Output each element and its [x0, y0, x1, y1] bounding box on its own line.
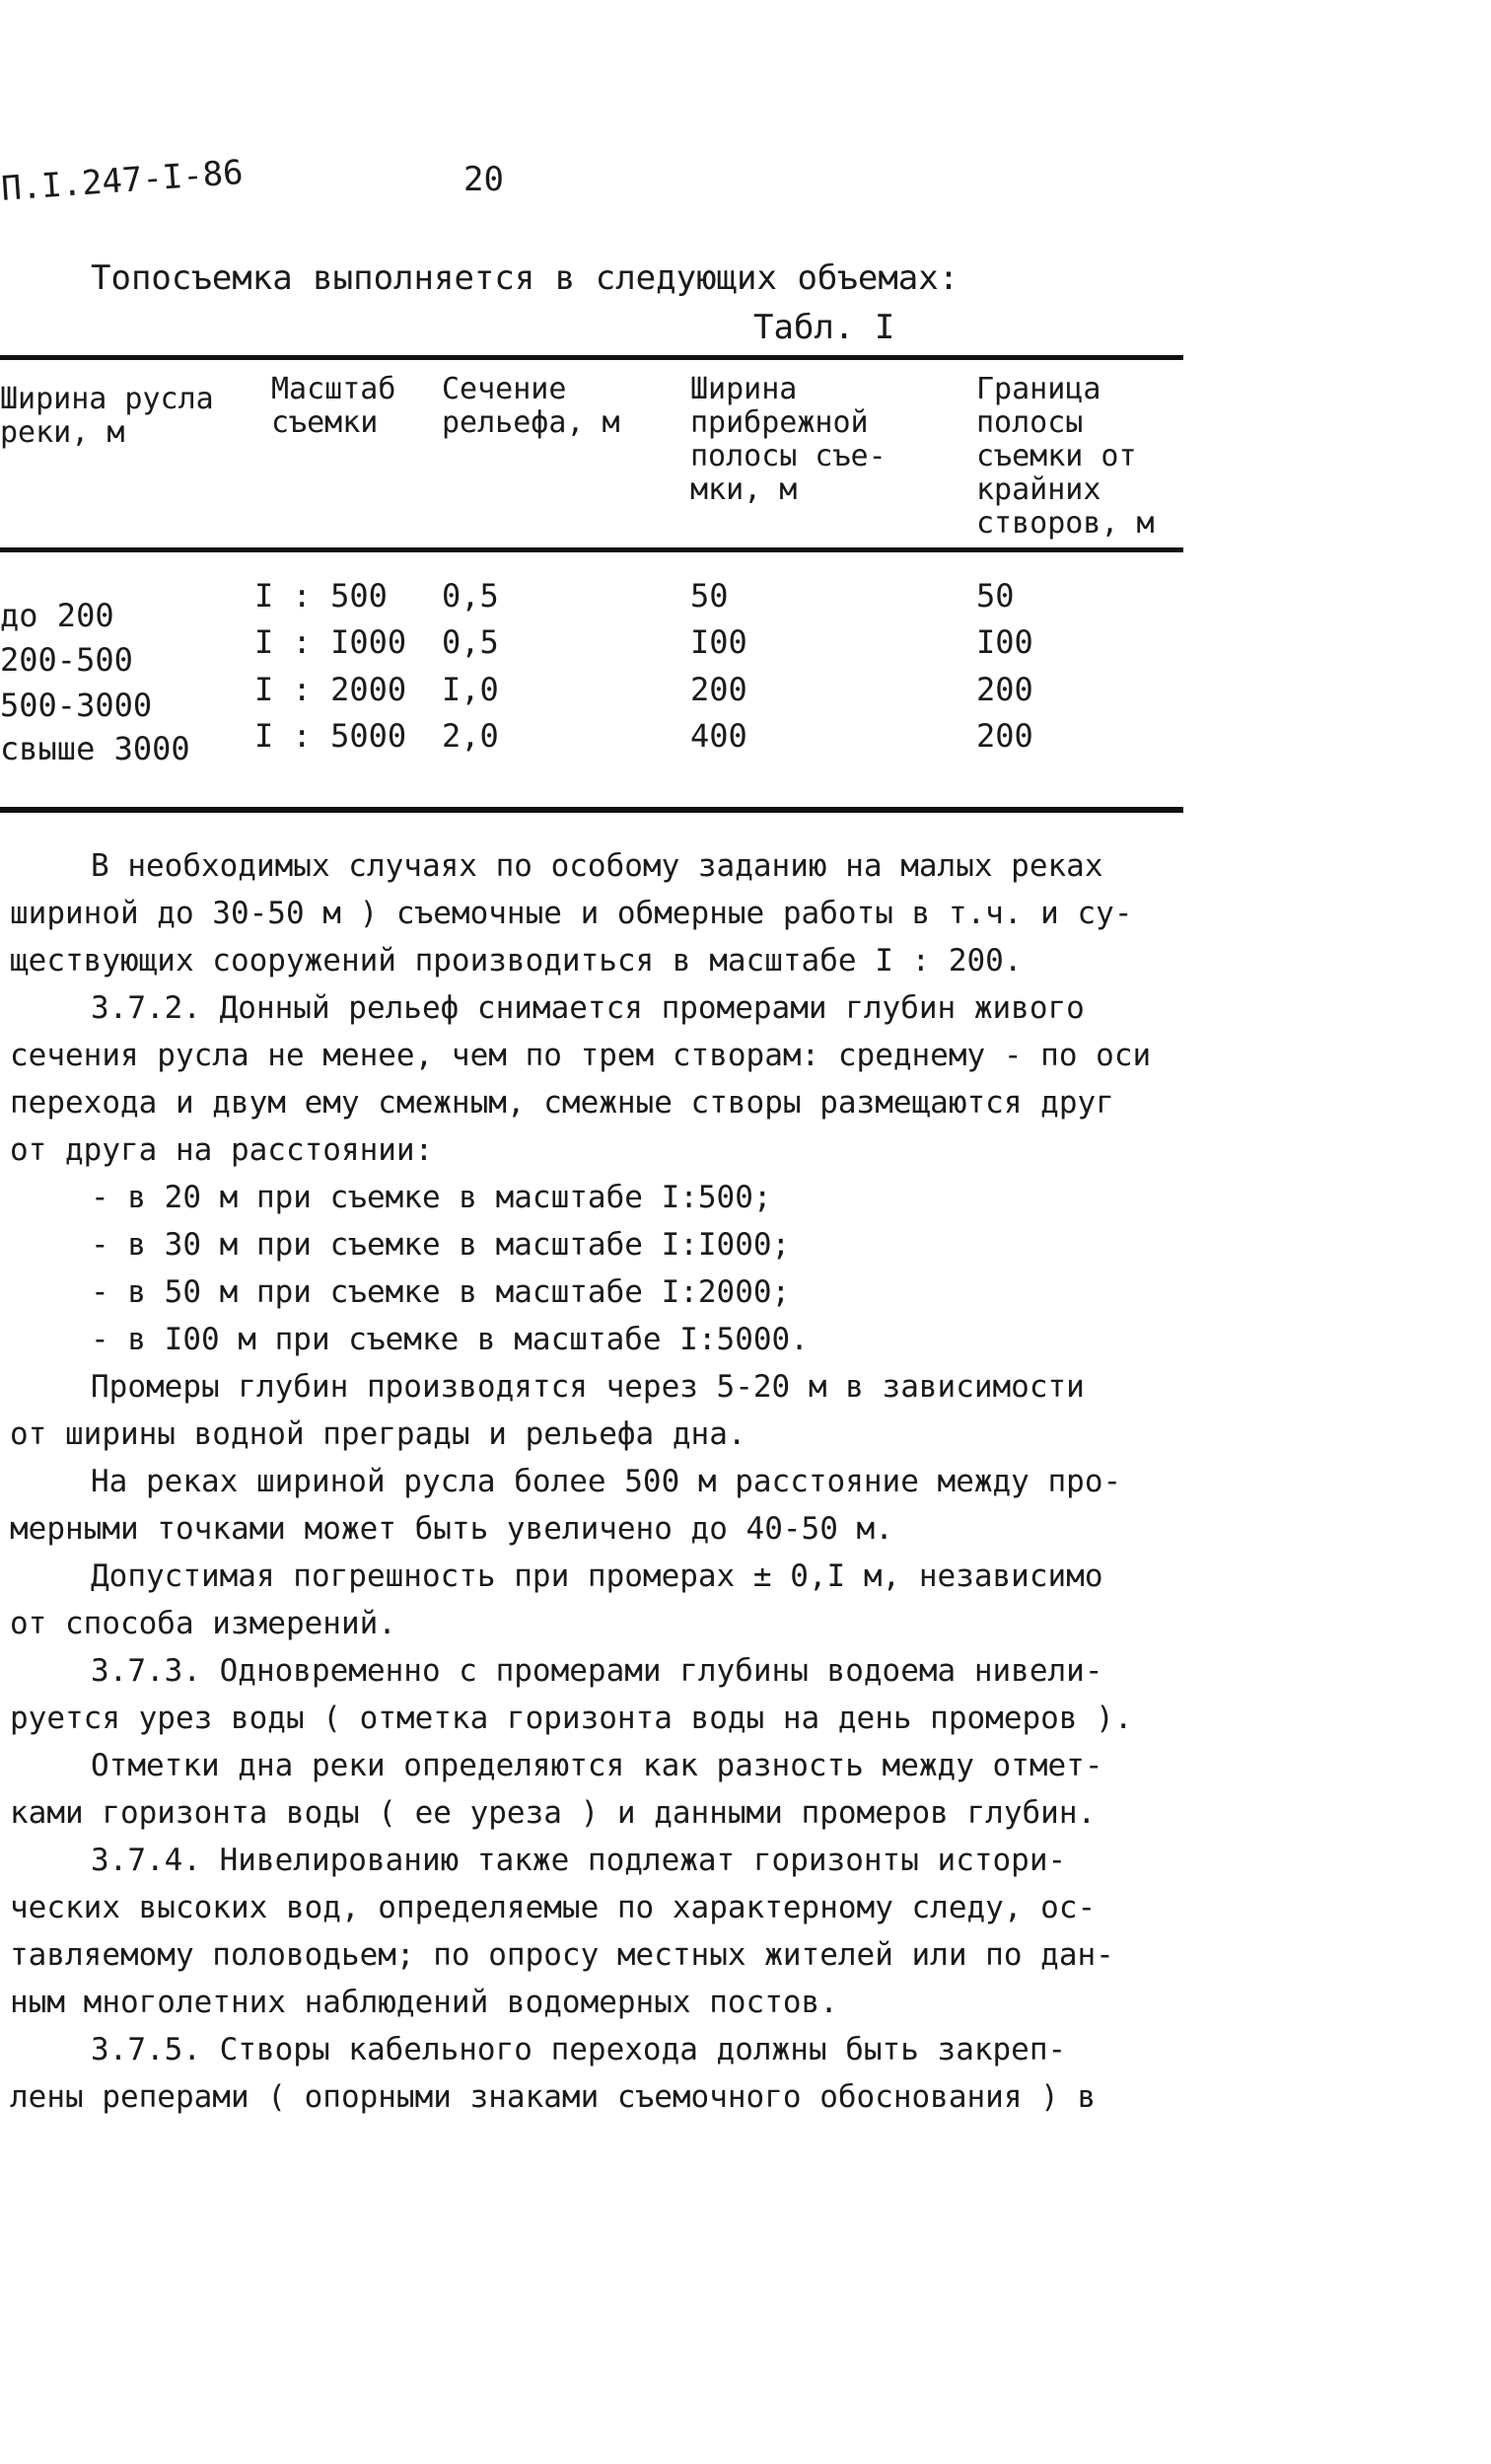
col-header-shore-strip: Ширина прибрежной полосы съе- мки, м [690, 372, 887, 507]
intro-text: Топосъемка выполняется в следующих объемах: [91, 258, 959, 298]
text-line: сечения русла не менее, чем по трем створам: среднему - по оси [10, 1038, 1152, 1073]
table-top-rule [0, 355, 1183, 360]
table-bottom-rule [0, 807, 1183, 813]
text-line: шириной до 30-50 м ) съемочные и обмерные работы в т.ч. и су- [10, 896, 1133, 931]
table-cell: 0,5 [442, 623, 499, 661]
text-line: тавляемому половодьем; по опросу местных жителей или по дан- [10, 1937, 1114, 1973]
text-line: от ширины водной преграды и рельефа дна. [10, 1416, 746, 1452]
table-cell: 400 [690, 717, 747, 755]
text-line: 3.7.5. Створы кабельного перехода должны быть закреп- [91, 2032, 1067, 2067]
table-cell: 200-500 [0, 641, 133, 679]
col-header-relief-section: Сечение рельефа, м [442, 372, 620, 440]
text-line: ками горизонта воды ( ее уреза ) и данными промеров глубин. [10, 1795, 1097, 1831]
text-line: руется урез воды ( отметка горизонта воды на день промеров ). [10, 1701, 1133, 1736]
table-header-rule [0, 547, 1183, 552]
text-line: лены реперами ( опорными знаками съемочного обоснования ) в [10, 2079, 1097, 2115]
table-cell: I00 [976, 623, 1033, 661]
table-cell: I00 [690, 623, 747, 661]
text-line: - в I00 м при съемке в масштабе I:5000. [91, 1322, 809, 1357]
table-cell: 200 [976, 671, 1033, 708]
table-cell: I,0 [442, 671, 499, 708]
document-code: П.I.247-I-86 [0, 152, 245, 209]
table-cell: 200 [976, 717, 1033, 755]
text-line: ческих высоких вод, определяемые по характерному следу, ос- [10, 1890, 1097, 1925]
table-cell: 0,5 [442, 577, 499, 615]
text-line: от друга на расстоянии: [10, 1132, 434, 1168]
text-line: ществующих сооружений производиться в масштабе I : 200. [10, 943, 1023, 978]
page-number: 20 [463, 160, 504, 199]
table-cell: I : I000 [254, 623, 407, 661]
text-line: 3.7.4. Нивелированию также подлежат горизонты истори- [91, 1843, 1067, 1878]
text-line: В необходимых случаях по особому заданию на малых реках [91, 848, 1103, 884]
text-line: На реках шириной русла более 500 м расстояние между про- [91, 1464, 1122, 1499]
text-line: - в 50 м при съемке в масштабе I:2000; [91, 1274, 791, 1310]
text-line: 3.7.3. Одновременно с промерами глубины водоема нивели- [91, 1653, 1103, 1689]
col-header-scale: Масштаб съемки [271, 372, 396, 440]
text-line: Отметки дна реки определяются как разность между отмет- [91, 1748, 1103, 1783]
col-header-river-width: Ширина русла реки, м [0, 382, 214, 450]
table-cell: 200 [690, 671, 747, 708]
table-cell: свыше 3000 [0, 730, 190, 767]
table-cell: I : 500 [254, 577, 388, 615]
table-cell: 50 [690, 577, 729, 615]
table-cell: 2,0 [442, 717, 499, 755]
text-line: ным многолетних наблюдений водомерных постов. [10, 1985, 838, 2020]
text-line: перехода и двум ему смежным, смежные створы размещаются друг [10, 1085, 1114, 1121]
text-line: - в 20 м при съемке в масштабе I:500; [91, 1180, 772, 1215]
table-cell: до 200 [0, 597, 114, 634]
text-line: Допустимая погрешность при промерах ± 0,I м, независимо [91, 1558, 1103, 1594]
col-header-strip-boundary: Граница полосы съемки от крайних створов, м [976, 372, 1155, 541]
text-line: - в 30 м при съемке в масштабе I:I000; [91, 1227, 791, 1263]
table-cell: I : 2000 [254, 671, 407, 708]
text-line: 3.7.2. Донный рельеф снимается промерами глубин живого [91, 990, 1085, 1026]
table-cell: 500-3000 [0, 687, 153, 724]
text-line: от способа измерений. [10, 1606, 396, 1641]
text-line: мерными точками может быть увеличено до 40-50 м. [10, 1511, 893, 1547]
text-line: Промеры глубин производятся через 5-20 м в зависимости [91, 1369, 1085, 1405]
table-cell: 50 [976, 577, 1015, 615]
table-label: Табл. I [753, 308, 895, 347]
table-cell: I : 5000 [254, 717, 407, 755]
